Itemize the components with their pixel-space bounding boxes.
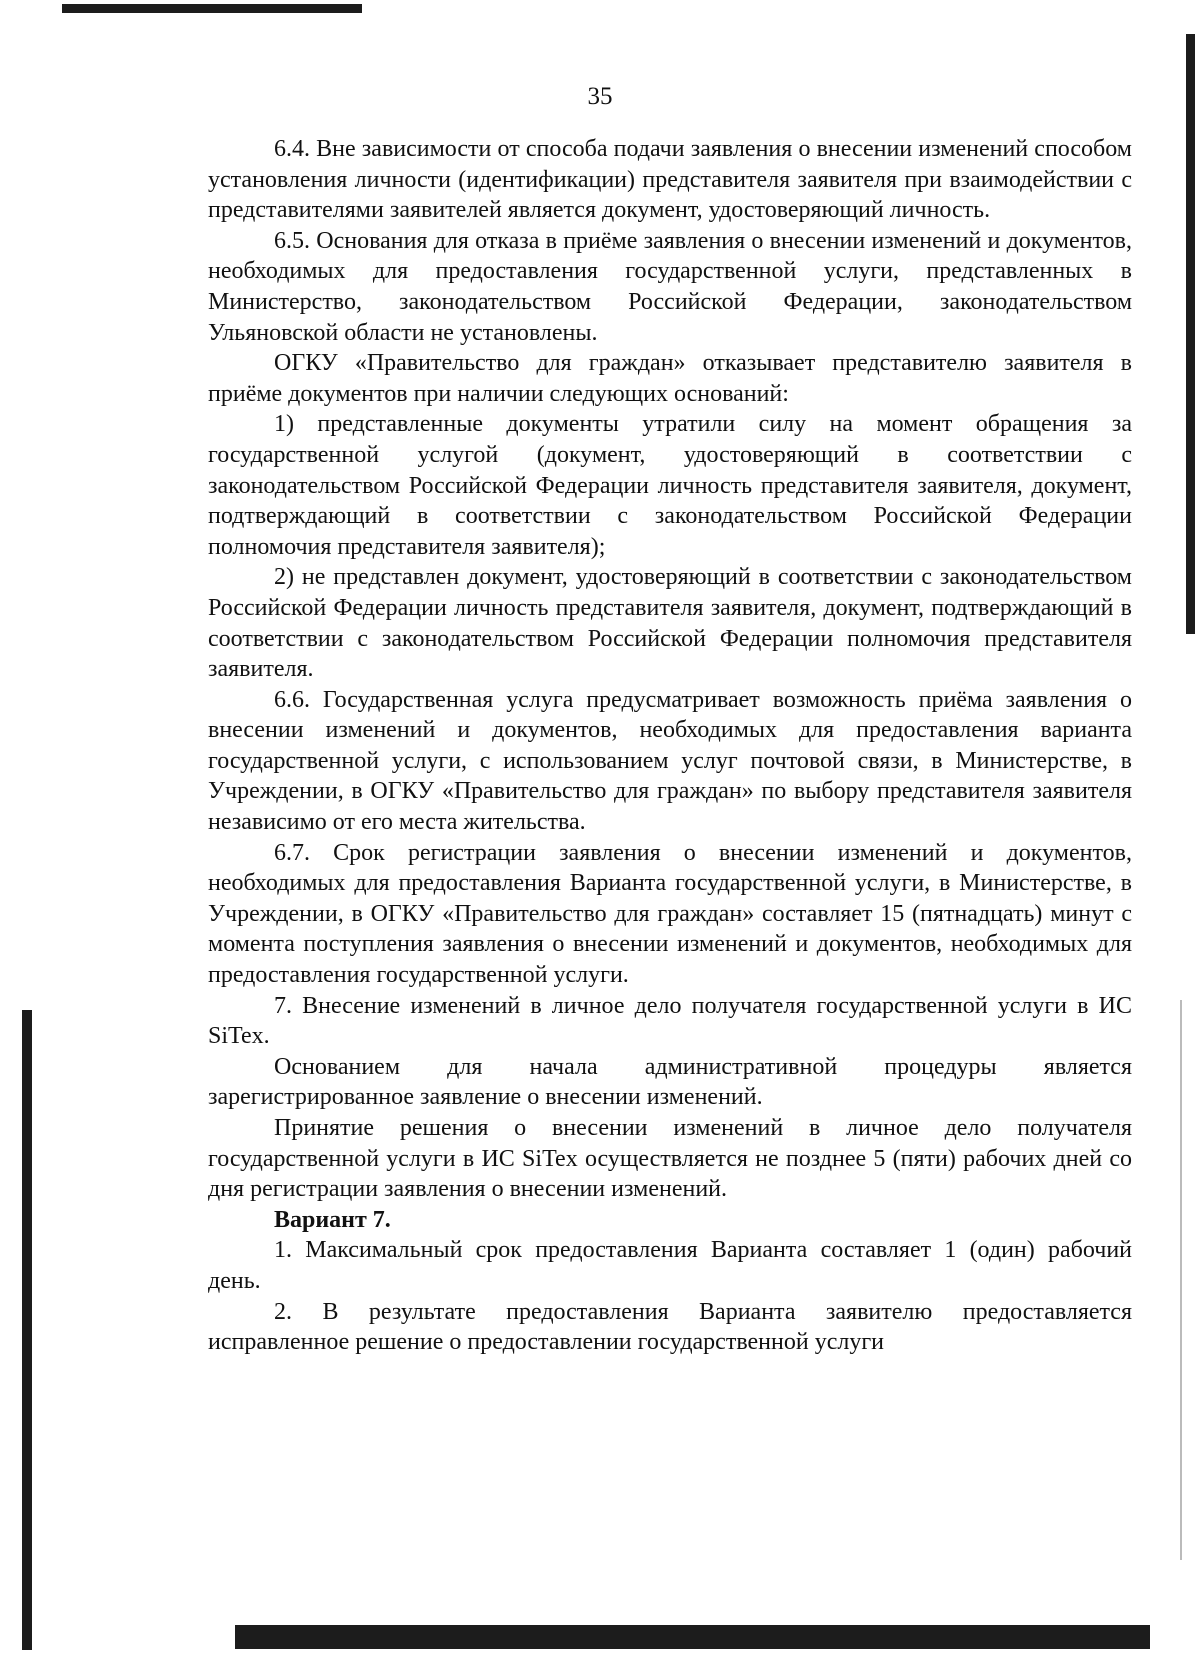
scan-edge-top (62, 4, 362, 13)
paragraph-6-5: 6.5. Основания для отказа в приёме заявления о внесении изменений и документов, необходимых для предоставления государственной услуги, представленных в Министерство, законодательством Российской Федерации, законодательством Ульяновской области не установлены. (208, 227, 1132, 346)
paragraph-basis: Основанием для начала административной процедуры является зарегистрированное заявление о внесении изменений. (208, 1053, 1132, 1111)
paragraph-decision: Принятие решения о внесении изменений в личное дело получателя государственной услуги в ИС SiTex осуществляется не позднее 5 (пяти) рабочих дней со дня регистрации заявления о внесении изменений. (208, 1115, 1132, 1203)
paragraph-6-6: 6.6. Государственная услуга предусматривает возможность приёма заявления о внесении изменений и документов, необходимых для предоставления варианта государственной услуги, с использованием услуг почтовой связи, в Министерстве, в Учреждении, в ОГКУ «Правительство для граждан» по выбору представителя заявителя независимо от его места жительства. (208, 686, 1132, 836)
paragraph-7: 7. Внесение изменений в личное дело получателя государственной услуги в ИС SiTex. (208, 992, 1132, 1050)
paragraph-variant-1: 1. Максимальный срок предоставления Варианта составляет 1 (один) рабочий день. (208, 1237, 1132, 1294)
variant-heading: Вариант 7. (274, 1206, 391, 1233)
paragraph-variant-2: 2. В результате предоставления Варианта заявителю предоставляется исправленное решение о предоставлении государственной услуги (208, 1298, 1132, 1356)
scan-edge-right (1186, 34, 1195, 634)
page-number: 35 (587, 83, 613, 110)
scan-edge-right-faint (1180, 1000, 1182, 1560)
paragraph-ground-1: 1) представленные документы утратили силу на момент обращения за государственной услугой (документ, удостоверяющий в соответствии с законодательством Российской Федерации личность представителя заявителя, документ, подтверждающий в соответствии с законодательством Российской Федерации полномочия представителя заявителя); (208, 411, 1132, 560)
paragraph-ground-2: 2) не представлен документ, удостоверяющий в соответствии с законодательством Российской Федерации личность представителя заявителя, документ, подтверждающий в соответствии с законодательством Российской Федерации полномочия представителя заявителя. (208, 564, 1132, 683)
paragraph-6-7: 6.7. Срок регистрации заявления о внесении изменений и документов, необходимых для предоставления Варианта государственной услуги, в Министерстве, в Учреждении, в ОГКУ «Правительство для граждан» составляет 15 (пятнадцать) минут с момента поступления заявления о внесении изменений и документов, необходимых для предоставления государственной услуги. (208, 839, 1132, 989)
document-body (208, 134, 1132, 1358)
paragraph-6-4: 6.4. Вне зависимости от способа подачи заявления о внесении изменений способом установления личности (идентификации) представителя заявителя при взаимодействии с представителями заявителей является документ, удостоверяющий личность. (208, 136, 1132, 224)
paragraph-ogku-refusal: ОГКУ «Правительство для граждан» отказывает представителю заявителя в приёме документов при наличии следующих оснований: (208, 350, 1132, 407)
scan-edge-bottom (235, 1625, 1150, 1649)
scan-edge-left (22, 1010, 32, 1650)
